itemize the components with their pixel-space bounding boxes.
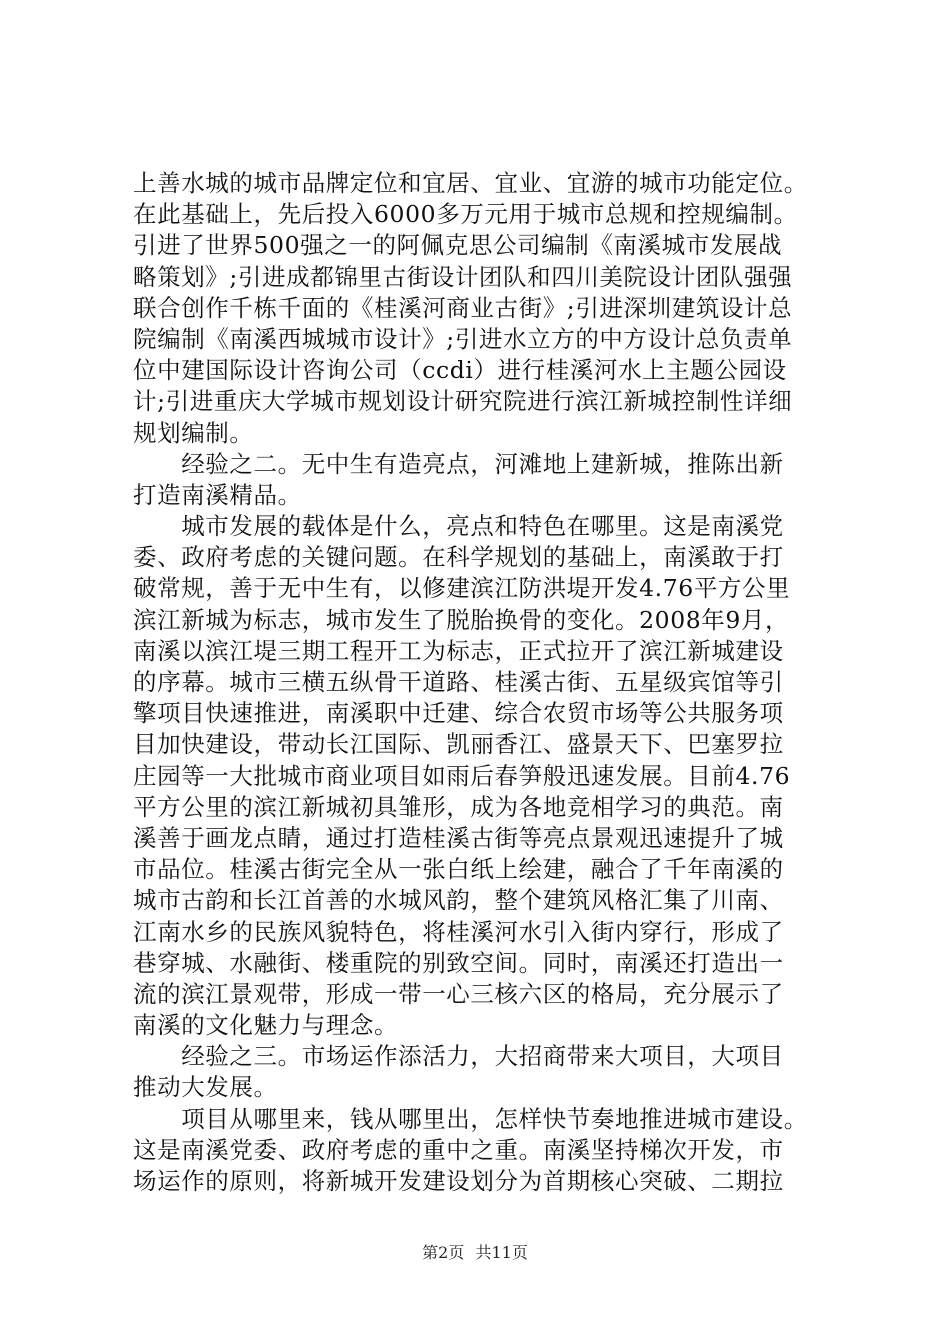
text-line: 城市发展的载体是什么，亮点和特色在哪里。这是南溪党 — [133, 512, 784, 541]
text-line: 巷穿城、水融街、楼重院的别致空间。同时，南溪还打造出一 — [133, 948, 784, 977]
page-number: 第2页 — [422, 1243, 465, 1262]
text-line: 南溪以滨江堤三期工程开工为标志，正式拉开了滨江新城建设 — [133, 636, 784, 665]
document-body — [133, 168, 833, 1197]
text-line: 流的滨江景观带，形成一带一心三核六区的格局，充分展示了 — [133, 979, 784, 1008]
text-line: 的序幕。城市三横五纵骨干道路、桂溪古街、五星级宾馆等引 — [133, 668, 784, 696]
section-heading: 打造南溪精品。 — [133, 480, 302, 509]
text-line: 场运作的原则，将新城开发建设划分为首期核心突破、二期拉 — [133, 1167, 784, 1195]
page-footer — [0, 1240, 950, 1263]
text-line: 江南水乡的民族风貌特色，将桂溪河水引入街内穿行，形成了 — [133, 917, 784, 946]
text-line: 南溪的文化魅力与理念。 — [133, 1011, 399, 1040]
section-heading: 推动大发展。 — [133, 1073, 278, 1102]
text-line: 溪善于画龙点睛，通过打造桂溪古街等亮点景观迅速提升了城 — [133, 823, 784, 852]
text-line: 这是南溪党委、政府考虑的重中之重。南溪坚持梯次开发，市 — [133, 1135, 784, 1164]
text-line: 略策划》;引进成都锦里古街设计团队和四川美院设计团队强强 — [133, 262, 793, 291]
text-line: 委、政府考虑的关键问题。在科学规划的基础上，南溪敢于打 — [133, 543, 784, 572]
text-line: 破常规，善于无中生有，以修建滨江防洪堤开发4.76平方公里 — [133, 574, 791, 603]
text-line: 上善水城的城市品牌定位和宜居、宜业、宜游的城市功能定位。 — [133, 169, 808, 197]
text-line: 市品位。桂溪古街完全从一张白纸上绘建，融合了千年南溪的 — [133, 855, 784, 884]
text-line: 引进了世界500强之一的阿佩克思公司编制《南溪城市发展战 — [133, 231, 783, 260]
text-line: 规划编制。 — [133, 418, 254, 447]
section-heading: 经验之三。市场运作添活力，大招商带来大项目，大项目 — [133, 1042, 784, 1071]
text-line: 项目从哪里来，钱从哪里出，怎样快节奏地推进城市建设。 — [133, 1104, 808, 1133]
text-line: 平方公里的滨江新城初具雏形，成为各地竞相学习的典范。南 — [133, 792, 784, 821]
text-line: 庄园等一大批城市商业项目如雨后春笋般迅速发展。目前4.76 — [133, 761, 791, 790]
text-line: 联合创作千栋千面的《桂溪河商业古街》;引进深圳建筑设计总 — [133, 293, 793, 322]
text-line: 城市古韵和长江首善的水城风韵，整个建筑风格汇集了川南、 — [133, 886, 784, 915]
text-line: 位中建国际设计咨询公司（ccdi）进行桂溪河水上主题公园设 — [133, 356, 787, 385]
text-line: 在此基础上，先后投入6000多万元用于城市总规和控规编制。 — [133, 200, 798, 229]
section-heading: 经验之二。无中生有造亮点，河滩地上建新城，推陈出新 — [133, 449, 784, 478]
text-line: 计;引进重庆大学城市规划设计研究院进行滨江新城控制性详细 — [133, 387, 793, 416]
page-total: 共11页 — [475, 1243, 528, 1262]
text-line: 目加快建设，带动长江国际、凯丽香江、盛景天下、巴塞罗拉 — [133, 730, 784, 759]
text-line: 院编制《南溪西城城市设计》;引进水立方的中方设计总负责单 — [133, 324, 793, 353]
text-line: 滨江新城为标志，城市发生了脱胎换骨的变化。2008年9月， — [133, 605, 790, 634]
text-line: 擎项目快速推进，南溪职中迁建、综合农贸市场等公共服务项 — [133, 699, 784, 728]
